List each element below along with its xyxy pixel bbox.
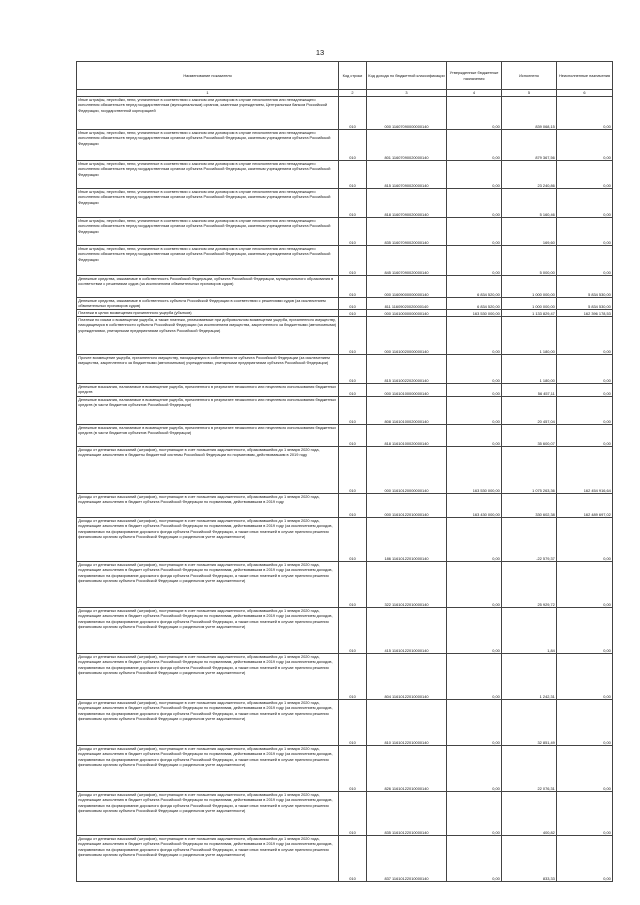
- row-revenue-code: 815 11607090020000140: [367, 161, 447, 189]
- table-row: [77, 276, 613, 298]
- row-unexecuted: 162 454 916,64: [557, 447, 613, 494]
- row-approved: 0,00: [447, 518, 502, 562]
- row-indicator-name: Доходы от денежных взысканий (штрафов), поступающие в счет погашения задолженности, образовавшейся до 1 января 2020 года, подлежащие зачислению в бюджет субъекта Российской Федерации по нормативам, действовавшим в 2019 году (за исключением доходов, направляемых на формирование дорожного фонда субъекта Российской Федерации, а также иных платежей в случае принятия решения финансовым органом субъекта Российской Федерации о раздельном учете задолженности): [77, 608, 339, 654]
- header-unexecuted: Неисполненные назначения: [557, 62, 613, 90]
- row-indicator-name: Доходы от денежных взысканий (штрафов), поступающие в счет погашения задолженности, образовавшейся до 1 января 2020 года, подлежащие зачислению в бюджеты бюджетной системы Российской Федерации по нормативам, действовавшим в 2019 году: [77, 447, 339, 494]
- row-line-code: 010: [339, 397, 367, 425]
- row-unexecuted: 0,00: [557, 608, 613, 654]
- row-approved: 0,00: [447, 397, 502, 425]
- row-indicator-name: Доходы от денежных взысканий (штрафов), поступающие в счет погашения задолженности, образовавшейся до 1 января 2020 года, подлежащие зачислению в бюджет субъекта Российской Федерации по нормативам, действовавшим в 2019 году (за исключением доходов, направляемых на формирование дорожного фонда субъекта Российской Федерации, а также иных платежей в случае принятия решения финансовым органом субъекта Российской Федерации о раздельном учете задолженности): [77, 654, 339, 700]
- row-executed: 1 075 263,36: [502, 447, 557, 494]
- row-approved: 163 530 000,00: [447, 310, 502, 317]
- row-line-code: 010: [339, 384, 367, 397]
- table-body: [77, 97, 613, 882]
- row-executed: 35 600,07: [502, 425, 557, 447]
- row-executed: 32 851,49: [502, 700, 557, 746]
- header-approved: Утвержденные бюджетные назначения: [447, 62, 502, 90]
- row-unexecuted: 0,00: [557, 518, 613, 562]
- row-executed: 1 180,00: [502, 355, 557, 384]
- row-line-code: 010: [339, 317, 367, 355]
- header-indicator-name: Наименование показателя: [77, 62, 339, 90]
- table-row: [77, 397, 613, 425]
- row-revenue-code: 845 11607090020000140: [367, 246, 447, 276]
- row-unexecuted: 0,00: [557, 654, 613, 700]
- row-approved: 0,00: [447, 562, 502, 608]
- table-row: [77, 161, 613, 189]
- row-unexecuted: 0,00: [557, 317, 613, 355]
- page-number: 13: [315, 48, 325, 57]
- row-indicator-name: Иные штрафы, неустойки, пени, уплаченные в соответствии с законом или договором в случае неисполнения или ненадлежащего исполнения обязательств перед государственным органом субъекта Российской Федерации, казенным учреждением субъекта Российской Федерации: [77, 189, 339, 218]
- row-unexecuted: 0,00: [557, 700, 613, 746]
- row-unexecuted: 5 834 530,00: [557, 276, 613, 298]
- row-approved: 0,00: [447, 700, 502, 746]
- row-revenue-code: 810 11610122010000140: [367, 700, 447, 746]
- row-revenue-code: 835 11610122010000140: [367, 792, 447, 836]
- row-unexecuted: 0,00: [557, 161, 613, 189]
- row-approved: 0,00: [447, 246, 502, 276]
- row-indicator-name: Платежи в целях возмещения причиненного ущерба (убытков): [77, 310, 339, 317]
- row-revenue-code: 000 11610100000000140: [367, 384, 447, 397]
- row-approved: 6 834 520,00: [447, 298, 502, 310]
- table-row: [77, 792, 613, 836]
- header-revenue-code: Код дохода по бюджетной классификации: [367, 62, 447, 90]
- row-indicator-name: Денежные взыскания, налагаемые в возмещение ущерба, причиненного в результате незаконного или нецелевого использования бюджетных средств: [77, 384, 339, 397]
- row-line-code: 010: [339, 562, 367, 608]
- row-line-code: 010: [339, 792, 367, 836]
- row-unexecuted: 0,00: [557, 97, 613, 130]
- row-revenue-code: 818 11607090020000140: [367, 189, 447, 218]
- row-indicator-name: Денежные взыскания, налагаемые в возмещение ущерба, причиненного в результате незаконного или нецелевого использования бюджетных средств (в части бюджетов субъектов Российской Федерации): [77, 397, 339, 425]
- row-unexecuted: 0,00: [557, 189, 613, 218]
- table-row: [77, 246, 613, 276]
- table-row: [77, 218, 613, 246]
- row-indicator-name: Иные штрафы, неустойки, пени, уплаченные в соответствии с законом или договором в случае неисполнения или ненадлежащего исполнения обязательств перед государственным органом субъекта Российской Федерации, казенным учреждением субъекта Российской Федерации: [77, 130, 339, 161]
- row-approved: 163 530 000,00: [447, 447, 502, 494]
- row-executed: 1,84: [502, 608, 557, 654]
- column-index: 2: [339, 90, 367, 97]
- row-executed: 1 242,31: [502, 654, 557, 700]
- table-row: [77, 355, 613, 384]
- table-row: [77, 518, 613, 562]
- table-row: [77, 447, 613, 494]
- row-executed: 400,82: [502, 792, 557, 836]
- row-indicator-name: Доходы от денежных взысканий (штрафов), поступающие в счет погашения задолженности, образовавшейся до 1 января 2020 года, подлежащие зачислению в бюджет субъекта Российской Федерации по нормативам, действовавшим в 2019 году (за исключением доходов, направляемых на формирование дорожного фонда субъекта Российской Федерации, а также иных платежей в случае принятия решения финансовым органом субъекта Российской Федерации о раздельном учете задолженности): [77, 792, 339, 836]
- row-indicator-name: Прочее возмещение ущерба, причиненного имуществу, находящемуся в собственности субъекта Российской Федерации (за исключением имущества, закрепленного за бюджетными (автономными) учреждениями, унитарными предприятиями субъекта Российской Федерации): [77, 355, 339, 384]
- row-unexecuted: 0,00: [557, 397, 613, 425]
- row-line-code: 010: [339, 218, 367, 246]
- row-revenue-code: 000 11610000000000140: [367, 310, 447, 317]
- row-indicator-name: Денежные средства, изымаемые в собственность Российской Федерации, субъекта Российской Федерации, муниципального образования в соответствии с решениями судов (за исключением обвинительных приговоров судов): [77, 276, 339, 298]
- row-approved: 0,00: [447, 608, 502, 654]
- table-header-row: [77, 62, 613, 90]
- row-line-code: 010: [339, 518, 367, 562]
- row-executed: 25 929,72: [502, 562, 557, 608]
- row-approved: 0,00: [447, 355, 502, 384]
- row-executed: 5 160,46: [502, 189, 557, 218]
- row-line-code: 010: [339, 355, 367, 384]
- row-unexecuted: 0,00: [557, 130, 613, 161]
- row-approved: 0,00: [447, 384, 502, 397]
- row-unexecuted: 5 834 530,00: [557, 298, 613, 310]
- row-executed: 879 367,56: [502, 130, 557, 161]
- row-unexecuted: 0,00: [557, 246, 613, 276]
- row-line-code: 010: [339, 298, 367, 310]
- row-indicator-name: Доходы от денежных взысканий (штрафов), поступающие в счет погашения задолженности, образовавшейся до 1 января 2020 года, подлежащие зачислению в бюджет субъекта Российской Федерации по нормативам, действовавшим в 2019 году (за исключением доходов, направляемых на формирование дорожного фонда субъекта Российской Федерации, а также иных платежей в случае принятия решения финансовым органом субъекта Российской Федерации о раздельном учете задолженности): [77, 836, 339, 882]
- row-approved: 0,00: [447, 317, 502, 355]
- row-indicator-name: Доходы от денежных взысканий (штрафов), поступающие в счет погашения задолженности, образовавшейся до 1 января 2020 года, подлежащие зачислению в бюджет субъекта Российской Федерации по нормативам, действовавшим в 2019 году (за исключением доходов, направляемых на формирование дорожного фонда субъекта Российской Федерации, а также иных платежей в случае принятия решения финансовым органом субъекта Российской Федерации о раздельном учете задолженности): [77, 746, 339, 792]
- row-line-code: 010: [339, 310, 367, 317]
- row-indicator-name: Иные штрафы, неустойки, пени, уплаченные в соответствии с законом или договором в случае неисполнения или ненадлежащего исполнения обязательств перед государственным органом субъекта Российской Федерации, казенным учреждением субъекта Российской Федерации: [77, 161, 339, 189]
- header-line-code: Код строки: [339, 62, 367, 90]
- row-indicator-name: Денежные взыскания, налагаемые в возмещение ущерба, причиненного в результате незаконного или нецелевого использования бюджетных средств (в части бюджетов субъектов Российской Федерации): [77, 425, 339, 447]
- row-executed: 56 457,11: [502, 384, 557, 397]
- row-line-code: 010: [339, 161, 367, 189]
- row-executed: 23 240,86: [502, 161, 557, 189]
- row-revenue-code: 000 11610120000000140: [367, 447, 447, 494]
- table-row: [77, 317, 613, 355]
- table-row: [77, 425, 613, 447]
- table-row: [77, 298, 613, 310]
- row-approved: 0,00: [447, 189, 502, 218]
- column-index-row: [77, 90, 613, 97]
- table-row: [77, 562, 613, 608]
- row-unexecuted: 0,00: [557, 836, 613, 882]
- row-revenue-code: 186 11610122010000140: [367, 518, 447, 562]
- row-executed: 5 000,00: [502, 246, 557, 276]
- row-line-code: 010: [339, 276, 367, 298]
- row-executed: 22 076,31: [502, 746, 557, 792]
- table-row: [77, 700, 613, 746]
- row-approved: 0,00: [447, 97, 502, 130]
- row-line-code: 010: [339, 189, 367, 218]
- row-executed: -22 579,37: [502, 518, 557, 562]
- row-revenue-code: 808 11610100020000140: [367, 397, 447, 425]
- row-revenue-code: 801 11607090020000140: [367, 130, 447, 161]
- header-executed: Исполнено: [502, 62, 557, 90]
- row-approved: 0,00: [447, 836, 502, 882]
- row-indicator-name: Доходы от денежных взысканий (штрафов), поступающие в счет погашения задолженности, образовавшейся до 1 января 2020 года, подлежащие зачислению в бюджет субъекта Российской Федерации по нормативам, действовавшим в 2019 году (за исключением доходов, направляемых на формирование дорожного фонда субъекта Российской Федерации, а также иных платежей в случае принятия решения финансовым органом субъекта Российской Федерации о раздельном учете задолженности): [77, 518, 339, 562]
- row-indicator-name: Платежи по искам о возмещении ущерба, а также платежи, уплачиваемые при добровольном возмещении ущерба, причиненного имуществу, находящемуся в собственности субъекта Российской Федерации (за исключением имущества, закрепленного за бюджетными (автономными) учреждениями, унитарными предприятиями субъекта Российской Федерации): [77, 317, 339, 355]
- row-approved: 0,00: [447, 161, 502, 189]
- row-indicator-name: Иные штрафы, неустойки, пени, уплаченные в соответствии с законом или договором в случае неисполнения или ненадлежащего исполнения обязательств перед государственным (муниципальным) органом, казенным учреждением, Центральным банком Российской Федерации, государственной корпорацией: [77, 97, 339, 130]
- table-row: [77, 746, 613, 792]
- row-line-code: 010: [339, 746, 367, 792]
- row-line-code: 010: [339, 654, 367, 700]
- row-revenue-code: 000 11607090000000140: [367, 97, 447, 130]
- row-revenue-code: 000 11609000000000140: [367, 276, 447, 298]
- row-unexecuted: 0,00: [557, 562, 613, 608]
- table-row: [77, 654, 613, 700]
- row-approved: 163 430 000,00: [447, 494, 502, 518]
- row-indicator-name: Доходы от денежных взысканий (штрафов), поступающие в счет погашения задолженности, образовавшейся до 1 января 2020 года, подлежащие зачислению в бюджет субъекта Российской Федерации по нормативам, действовавшим в 2019 году (за исключением доходов, направляемых на формирование дорожного фонда субъекта Российской Федерации, а также иных платежей в случае принятия решения финансовым органом субъекта Российской Федерации о раздельном учете задолженности): [77, 700, 339, 746]
- row-approved: 0,00: [447, 792, 502, 836]
- row-line-code: 010: [339, 700, 367, 746]
- row-line-code: 010: [339, 97, 367, 130]
- column-index: 1: [77, 90, 339, 97]
- row-line-code: 010: [339, 130, 367, 161]
- row-revenue-code: 818 11610100020000140: [367, 425, 447, 447]
- row-executed: 1 000 000,00: [502, 276, 557, 298]
- row-approved: 0,00: [447, 218, 502, 246]
- row-executed: 20 457,04: [502, 397, 557, 425]
- row-indicator-name: Иные штрафы, неустойки, пени, уплаченные в соответствии с законом или договором в случае неисполнения или ненадлежащего исполнения обязательств перед государственным органом субъекта Российской Федерации, казенным учреждением субъекта Российской Федерации: [77, 218, 339, 246]
- row-unexecuted: 0,00: [557, 355, 613, 384]
- row-revenue-code: 815 11610022020000140: [367, 355, 447, 384]
- row-executed: 169,60: [502, 218, 557, 246]
- row-unexecuted: 0,00: [557, 746, 613, 792]
- column-index: 5: [502, 90, 557, 97]
- row-unexecuted: 0,00: [557, 792, 613, 836]
- row-indicator-name: Денежные средства, изымаемые в собственность субъекта Российской Федерации в соответствии с решениями судов (за исключением обвинительных приговоров судов): [77, 298, 339, 310]
- row-approved: 0,00: [447, 654, 502, 700]
- row-executed: 833,33: [502, 836, 557, 882]
- column-index: 4: [447, 90, 502, 97]
- row-revenue-code: 415 11610122010000140: [367, 608, 447, 654]
- row-line-code: 010: [339, 246, 367, 276]
- row-executed: 1 000 000,00: [502, 298, 557, 310]
- row-line-code: 010: [339, 836, 367, 882]
- row-revenue-code: 000 11610122010000140: [367, 494, 447, 518]
- row-revenue-code: 322 11610122010000140: [367, 562, 447, 608]
- row-unexecuted: 0,00: [557, 218, 613, 246]
- row-line-code: 010: [339, 494, 367, 518]
- row-indicator-name: Доходы от денежных взысканий (штрафов), поступающие в счет погашения задолженности, образовавшейся до 1 января 2020 года, подлежащие зачислению в бюджет субъекта Российской Федерации по нормативам, действовавшим в 2019 году: [77, 494, 339, 518]
- row-approved: 6 834 520,00: [447, 276, 502, 298]
- row-revenue-code: 811 11609020020000140: [367, 298, 447, 310]
- row-unexecuted: 162 396 178,53: [557, 310, 613, 317]
- table-row: [77, 310, 613, 317]
- row-revenue-code: 000 11610020000000140: [367, 317, 447, 355]
- row-line-code: 010: [339, 608, 367, 654]
- table-row: [77, 608, 613, 654]
- table-row: [77, 130, 613, 161]
- table-row: [77, 97, 613, 130]
- table-row: [77, 494, 613, 518]
- row-approved: 0,00: [447, 746, 502, 792]
- row-unexecuted: 0,00: [557, 425, 613, 447]
- row-unexecuted: 162 489 697,02: [557, 494, 613, 518]
- row-revenue-code: 837 11610122010000140: [367, 836, 447, 882]
- row-indicator-name: Иные штрафы, неустойки, пени, уплаченные в соответствии с законом или договором в случае неисполнения или ненадлежащего исполнения обязательств перед государственным органом субъекта Российской Федерации, казенным учреждением субъекта Российской Федерации: [77, 246, 339, 276]
- table-row: [77, 836, 613, 882]
- table-row: [77, 189, 613, 218]
- row-line-code: 010: [339, 425, 367, 447]
- row-revenue-code: 826 11610122010000140: [367, 746, 447, 792]
- row-unexecuted: 0,00: [557, 384, 613, 397]
- row-indicator-name: Доходы от денежных взысканий (штрафов), поступающие в счет погашения задолженности, образовавшейся до 1 января 2020 года, подлежащие зачислению в бюджет субъекта Российской Федерации по нормативам, действовавшим в 2019 году (за исключением доходов, направляемых на формирование дорожного фонда субъекта Российской Федерации, а также иных платежей в случае принятия решения финансовым органом субъекта Российской Федерации о раздельном учете задолженности): [77, 562, 339, 608]
- budget-execution-table: [76, 61, 613, 882]
- column-index: 6: [557, 90, 613, 97]
- row-executed: 1 180,00: [502, 317, 557, 355]
- column-index: 3: [367, 90, 447, 97]
- row-executed: 839 068,15: [502, 97, 557, 130]
- row-revenue-code: 804 11610122010000140: [367, 654, 447, 700]
- row-revenue-code: 835 11607090020000140: [367, 218, 447, 246]
- row-line-code: 010: [339, 447, 367, 494]
- row-approved: 0,00: [447, 130, 502, 161]
- table-row: [77, 384, 613, 397]
- row-executed: 1 133 829,47: [502, 310, 557, 317]
- row-approved: 0,00: [447, 425, 502, 447]
- row-executed: 330 602,38: [502, 494, 557, 518]
